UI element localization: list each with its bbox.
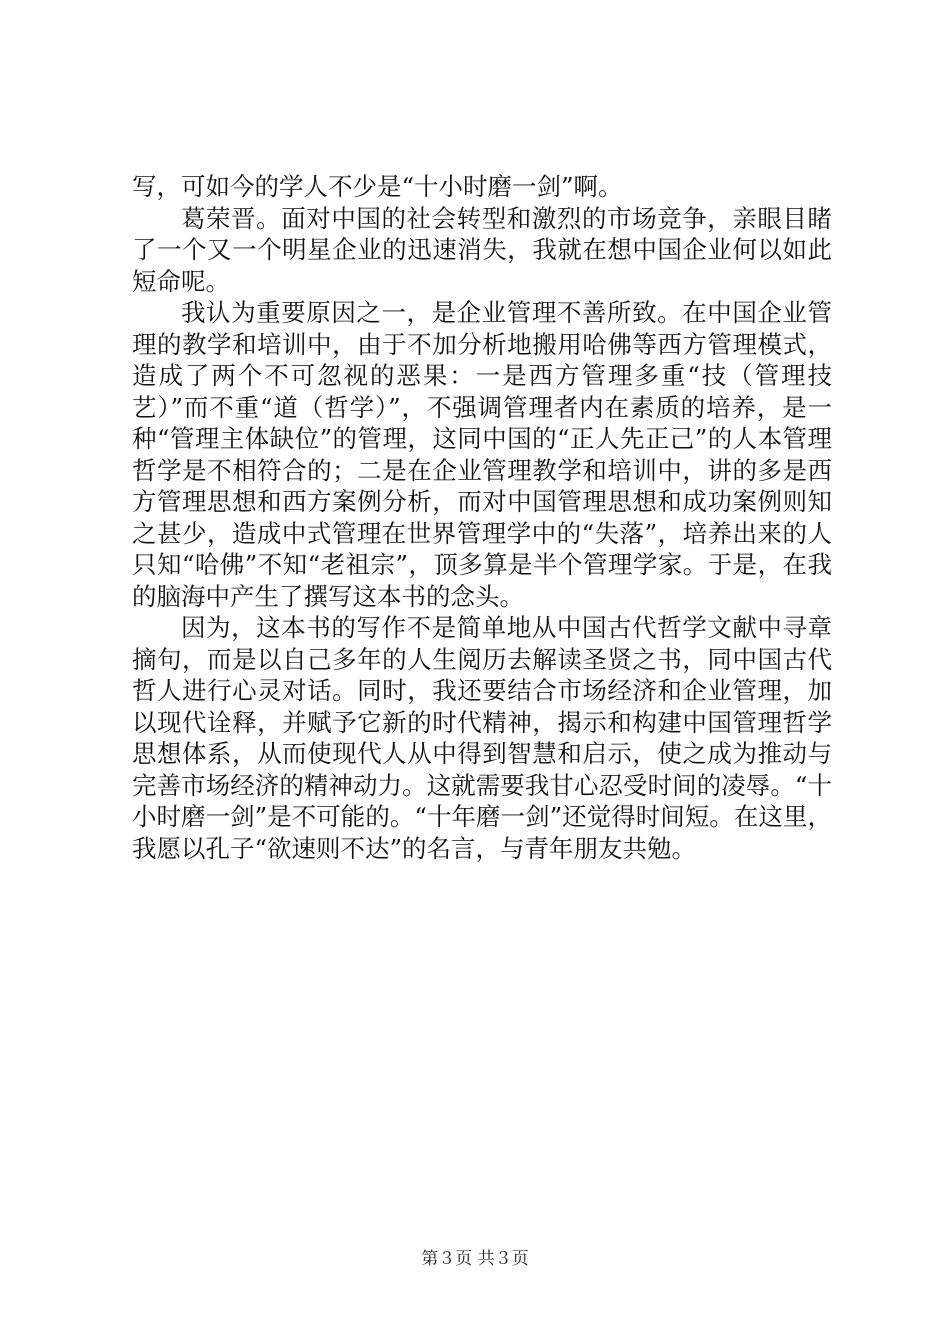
paragraph-1: 写，可如今的学人不少是“十小时磨一剑”啊。 [132,172,623,201]
paragraph-4: 因为，这本书的写作不是简单地从中国古代哲学文献中寻章摘句，而是以自己多年的人生阅历去解读圣贤之书，同中国古代哲人进行心灵对话。同时，我还要结合市场经济和企业管理，加以现代诠释，并赋予它新的时代精神，揭示和构建中国管理哲学思想体系，从而使现代人从中得到智慧和启示，使之成为推动与完善市场经济的精神动力。这就需要我甘心忍受时间的凌辱。“十小时磨一剑”是不可能的。“十年磨一剑”还觉得时间短。在这里，我愿以孔子“欲速则不达”的名言，与青年朋友共勉。 [132,613,832,863]
page-number-label: 第３页 共３页 [421,1249,529,1269]
page-footer [0,1244,950,1269]
paragraph-2: 葛荣晋。面对中国的社会转型和激烈的市场竞争，亲眼目睹了一个又一个明星企业的迅速消失，我就在想中国企业何以如此短命呢。 [132,203,832,296]
document-body [132,171,832,864]
paragraph-3: 我认为重要原因之一，是企业管理不善所致。在中国企业管理的教学和培训中，由于不加分析地搬用哈佛等西方管理模式，造成了两个不可忽视的恶果：一是西方管理多重“技（管理技艺）”而不重“道（哲学）”，不强调管理者内在素质的培养，是一种“管理主体缺位”的管理，这同中国的“正人先正己”的人本管理哲学是不相符合的；二是在企业管理教学和培训中，讲的多是西方管理思想和西方案例分析，而对中国管理思想和成功案例则知之甚少，造成中式管理在世界管理学中的“失落”，培养出来的人只知“哈佛”不知“老祖宗”，顶多算是半个管理学家。于是，在我的脑海中产生了撰写这本书的念头。 [132,298,832,611]
